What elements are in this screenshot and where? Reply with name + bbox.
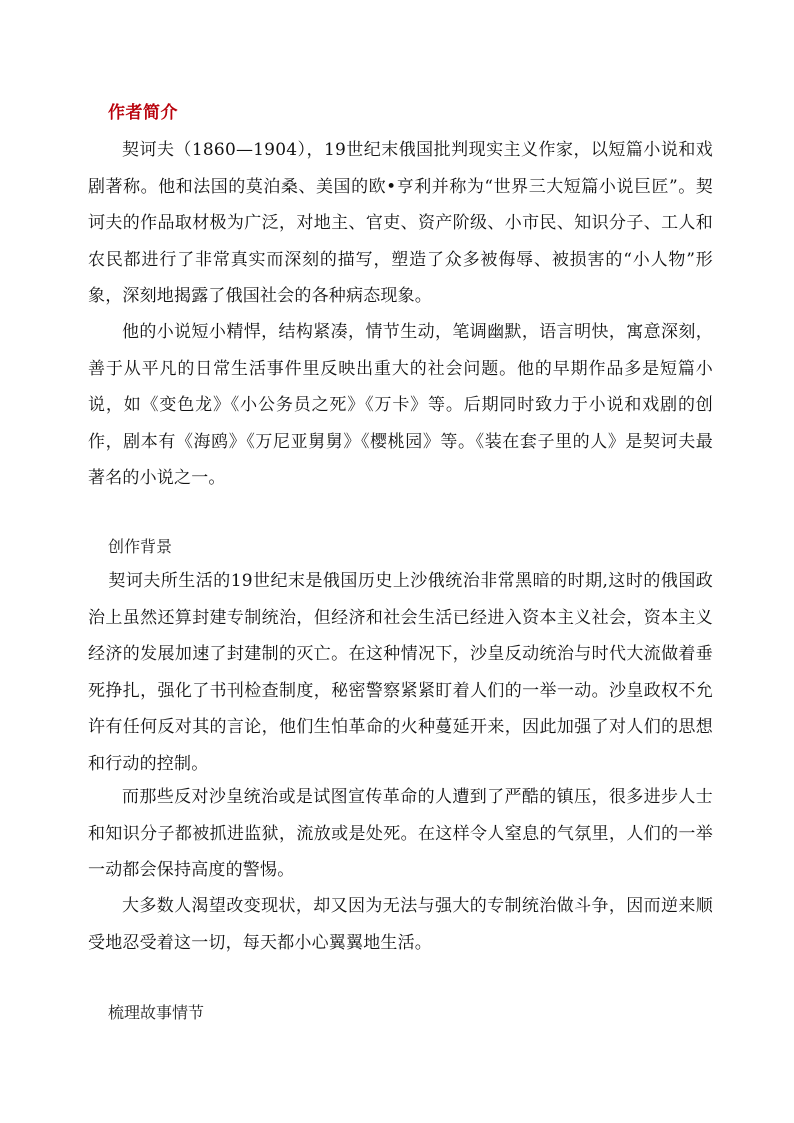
plot-heading: 梳理故事情节: [108, 1003, 205, 1022]
background-heading: 创作背景: [108, 537, 173, 556]
background-paragraph-3: 大多数人渴望改变现状，却又因为无法与强大的专制统治做斗争，因而逆来顺受地忍受着这一切，每天都小心翼翼地生活。: [88, 896, 713, 953]
author-intro-heading: 作者简介: [108, 103, 178, 123]
author-intro-paragraph-1: 契诃夫（1860—1904），19世纪末俄国批判现实主义作家，以短篇小说和戏剧著称。他和法国的莫泊桑、美国的欧•亨利并称为“世界三大短篇小说巨匠”。契诃夫的作品取材极为广泛，对地主、官吏、资产阶级、小市民、知识分子、工人和农民都进行了非常真实而深刻的描写，塑造了众多被侮辱、被损害的“小人物”形象，深刻地揭露了俄国社会的各种病态现象。: [88, 140, 713, 306]
author-intro-paragraph-2: 他的小说短小精悍，结构紧凑，情节生动，笔调幽默，语言明快，寓意深刻，善于从平凡的日常生活事件里反映出重大的社会问题。他的早期作品多是短篇小说，如《变色龙》《小公务员之死》《万卡》等。后期同时致力于小说和戏剧的创作，剧本有《海鸥》《万尼亚舅舅》《樱桃园》等。《装在套子里的人》是契诃夫最著名的小说之一。: [88, 322, 713, 488]
background-paragraph-2: 而那些反对沙皇统治或是试图宣传革命的人遭到了严酷的镇压，很多进步人士和知识分子都被抓进监狱，流放或是处死。在这样令人窒息的气氛里，人们的一举一动都会保持高度的警惕。: [88, 787, 713, 880]
background-paragraph-1: 契诃夫所生活的19世纪末是俄国历史上沙俄统治非常黑暗的时期,这时的俄国政治上虽然还算封建专制统治，但经济和社会生活已经进入资本主义社会，资本主义经济的发展加速了封建制的灭亡。在这种情况下，沙皇反动统治与时代大流做着垂死挣扎，强化了书刊检查制度，秘密警察紧紧盯着人们的一举一动。沙皇政权不允许有任何反对其的言论，他们生怕革命的火种蔓延开来，因此加强了对人们的思想和行动的控制。: [88, 571, 713, 774]
